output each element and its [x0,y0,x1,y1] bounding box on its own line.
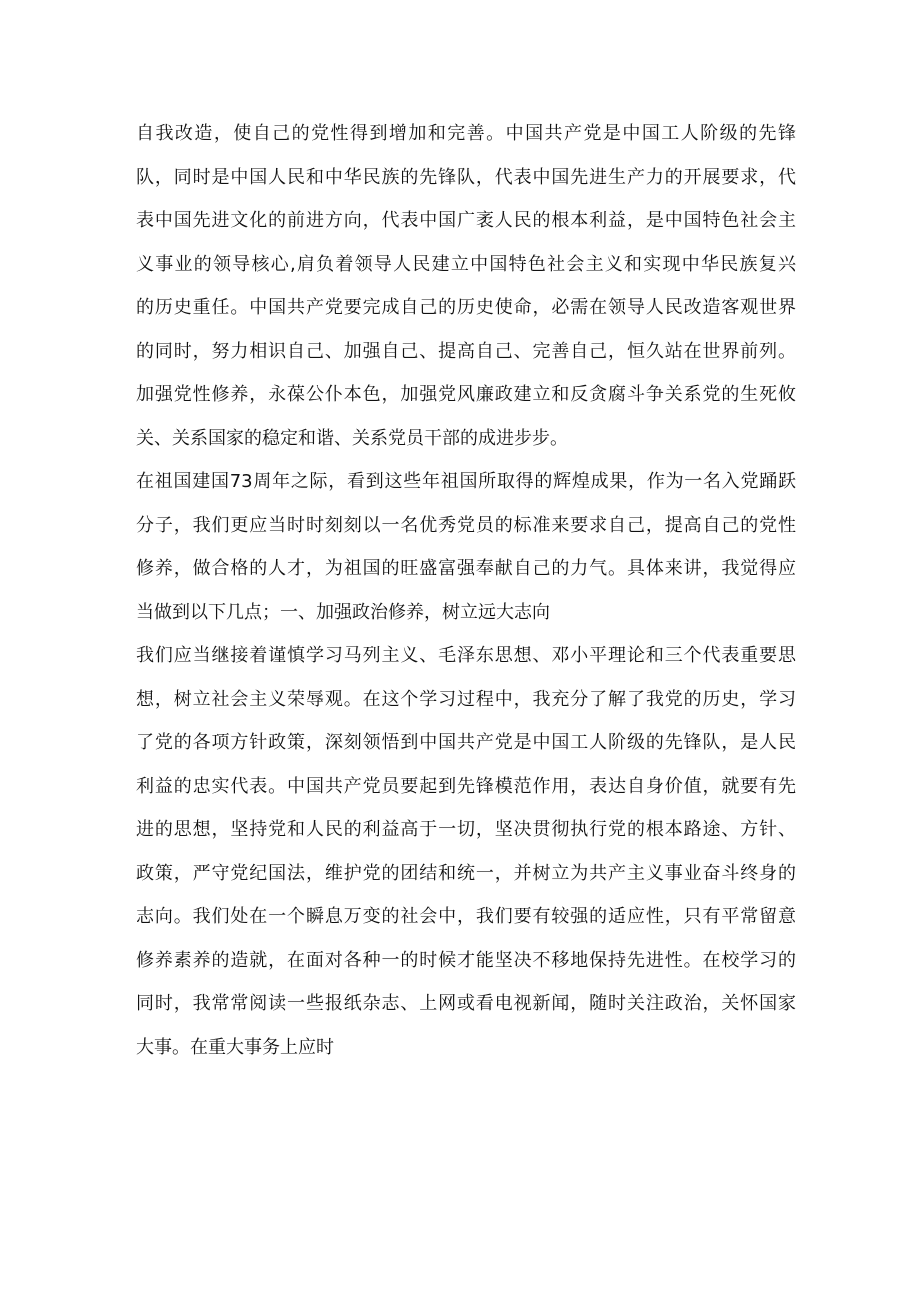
text-line: 我们应当继接着谨慎学习马列主义、毛泽东思想、邓小平理论和三个代表重要思 [136,645,796,666]
text-line: 政策，严守党纪国法，维护党的团结和统一，并树立为共产主义事业奋斗终身的 [136,862,796,884]
text-line: 大事。在重大事务上应时 [136,1036,334,1058]
text-line: 当做到以下几点；一、加强政治修养，树立远大志向 [136,601,550,623]
text-line: 表中国先进文化的前进方向，代表中国广袤人民的根本利益，是中国特色社会主 [136,210,796,231]
text-line: 利益的忠实代表。中国共产党员要起到先锋模范作用，表达自身价值，就要有先 [136,775,796,797]
text-line: 加强党性修养，永葆公仆本色，加强党风廉政建立和反贪腐斗争关系党的生死攸 [136,384,796,405]
text-line: 进的思想，坚持党和人民的利益高于一切，坚决贯彻执行党的根本路途、方针、 [136,819,796,840]
text-line: 的历史重任。中国共产党要完成自己的历史使命，必需在领导人民改造客观世界 [136,297,796,318]
text-line: 关、关系国家的稳定和谐、关系党员干部的成进步步。 [136,427,568,449]
text-line: 的同时，努力相识自己、加强自己、提高自己、完善自己，恒久站在世界前列。 [136,340,796,362]
text-line: 了党的各项方针政策，深刻领悟到中国共产党是中国工人阶级的先锋队，是人民 [136,732,796,753]
text-line: 想，树立社会主义荣辱观。在这个学习过程中，我充分了解了我党的历史，学习 [136,688,796,710]
text-line: 队，同时是中国人民和中华民族的先锋队，代表中国先进生产力的开展要求，代 [136,166,796,188]
text-line: 修养，做合格的人才，为祖国的旺盛富强奉献自己的力气。具体来讲，我觉得应 [136,558,796,579]
text-line: 修养素养的造就，在面对各种一的时候才能坚决不移地保持先进性。在校学习的 [136,949,796,971]
text-line: 同时，我常常阅读一些报纸杂志、上网或看电视新闻，随时关注政治，关怀国家 [136,993,796,1014]
text-line: 在祖国建国73周年之际，看到这些年祖国所取得的辉煌成果，作为一名入党踊跃 [136,471,796,492]
body-text [136,112,796,1069]
text-line: 自我改造，使自己的党性得到增加和完善。中国共产党是中国工人阶级的先锋 [136,123,796,144]
text-line: 义事业的领导核心,肩负着领导人民建立中国特色社会主义和实现中华民族复兴 [136,253,796,275]
text-line: 志向。我们处在一个瞬息万变的社会中，我们要有较强的适应性，只有平常留意 [136,906,796,927]
text-line: 分子，我们更应当时时刻刻以一名优秀党员的标准来要求自己，提高自己的党性 [136,514,796,536]
